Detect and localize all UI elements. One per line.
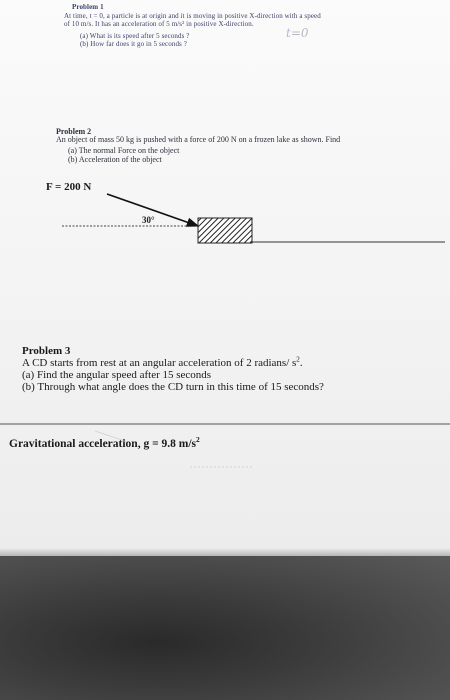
problem2-part-b: (b) Acceleration of the object: [68, 155, 162, 164]
problem3-exponent: 2: [296, 355, 300, 364]
problem2-title: Problem 2: [56, 127, 92, 136]
force-label: F = 200 N: [46, 181, 92, 193]
gravity-constant: [9, 435, 200, 450]
problem2-part-a: (a) The normal Force on the object: [68, 146, 180, 155]
problem3-part-b: (b) Through what angle does the CD turn in this time of 15 seconds?: [22, 381, 324, 393]
problem2-statement: An object of mass 50 kg is pushed with a force of 200 N on a frozen lake as shown. Find: [56, 135, 341, 144]
problem3-part-a: (a) Find the angular speed after 15 seconds: [22, 369, 212, 381]
problem3-statement-text: A CD starts from rest at an angular acceleration of 2 radians/ s: [22, 357, 297, 369]
gravity-exponent: 2: [196, 435, 200, 445]
problem1-part-a: (a) What is its speed after 5 seconds ?: [80, 32, 190, 40]
problem3-title: Problem 3: [22, 345, 71, 357]
background-shadow: [0, 556, 450, 700]
handwritten-note: t=0: [286, 26, 309, 40]
problem1-part-b: (b) How far does it go in 5 seconds ?: [80, 40, 187, 48]
gravity-text: Gravitational acceleration, g = 9.8 m/s: [9, 438, 197, 450]
problem1-statement-line2: of 10 m/s. It has an acceleration of 5 m/s² in positive X-direction.: [64, 20, 254, 28]
problem3-period: .: [299, 357, 303, 369]
angle-label: 30°: [142, 215, 155, 225]
problem1-title: Problem 1: [72, 3, 104, 11]
problem1-statement-line1: At time, t = 0, a particle is at origin and it is moving in positive X-direction with a speed: [64, 12, 321, 20]
